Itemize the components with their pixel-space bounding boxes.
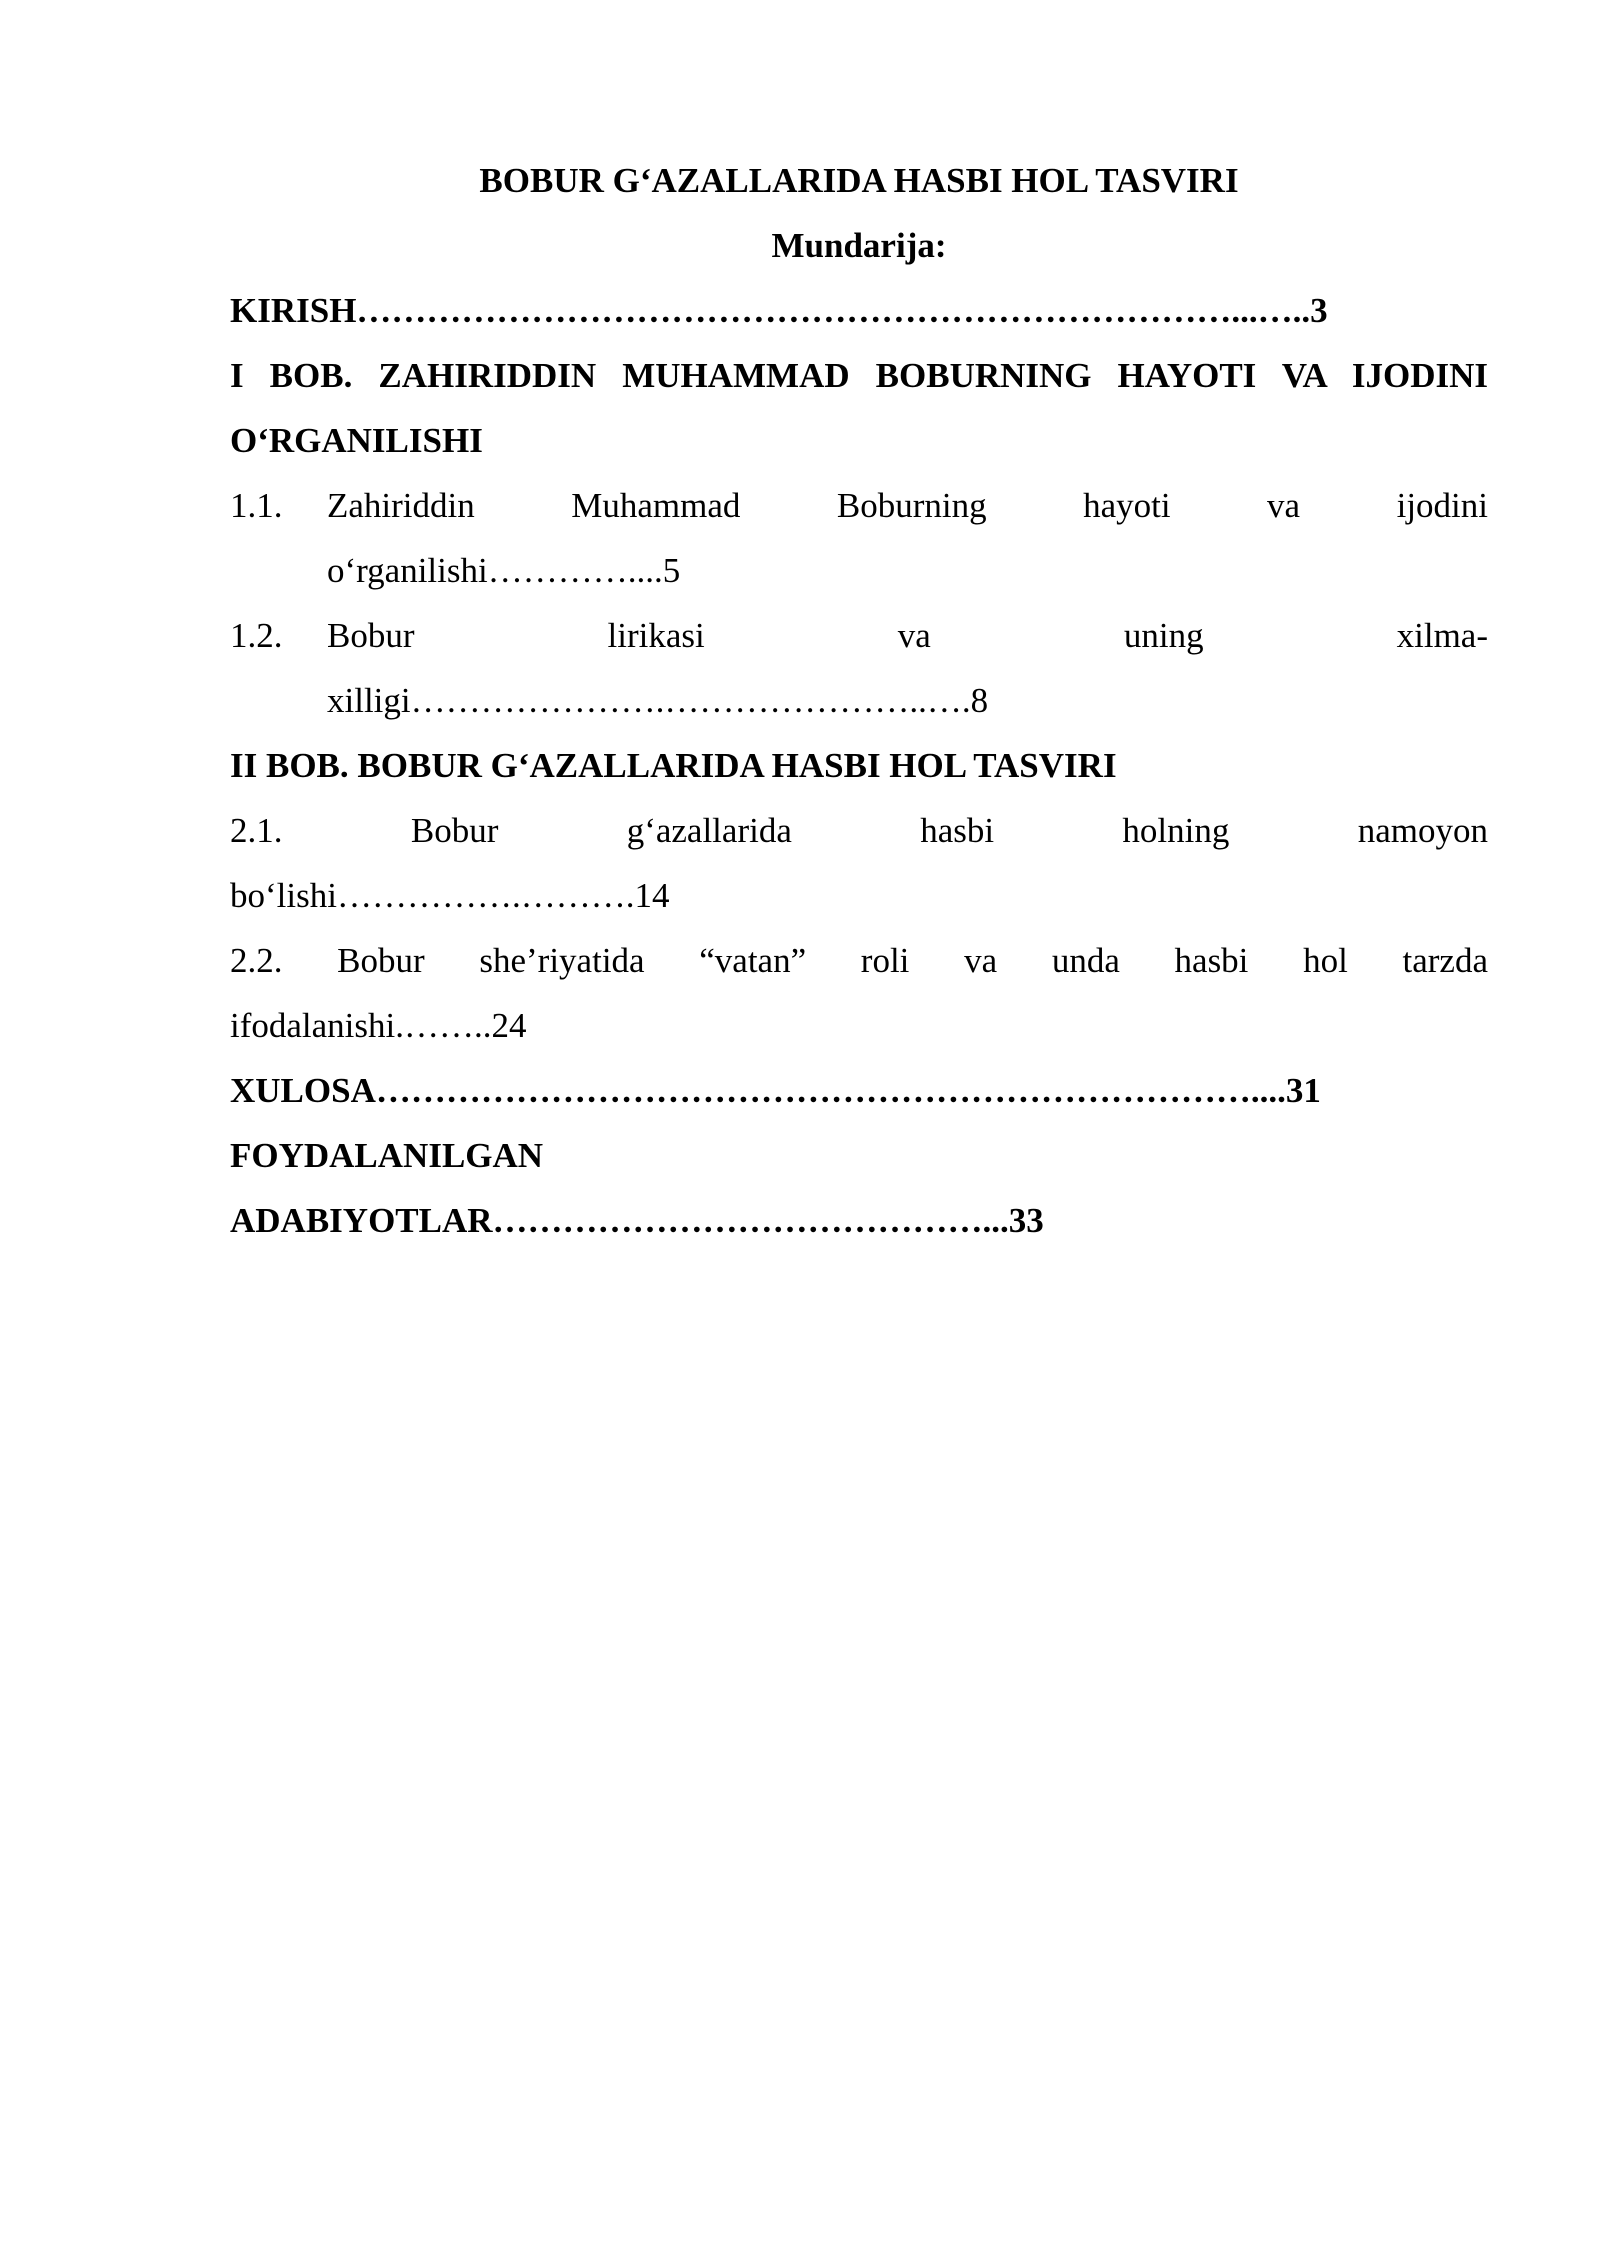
document-title: BOBUR G‘AZALLARIDA HASBI HOL TASVIRI [479, 161, 1239, 200]
section-title-continued: o‘rganilishi…………....5 [327, 551, 681, 590]
toc-entry-2-2-continued: ifodalanishi.……..24 [230, 1006, 527, 1045]
toc-entry-2-1: 2.1. Bobur g‘azallarida hasbi holning namoyon [230, 811, 1488, 850]
section-number: 1.1. [230, 486, 283, 525]
toc-entry-1-2 [230, 603, 1488, 733]
toc-chapter1-heading-continued: O‘RGANILISHI [230, 421, 483, 460]
toc-entry-xulosa: XULOSA…………………………………………………………………....31 [230, 1071, 1321, 1110]
toc-chapter2-heading: II BOB. BOBUR G‘AZALLARIDA HASBI HOL TASVIRI [230, 746, 1117, 785]
section-title-continued: xilligi………………….…………………..….8 [327, 681, 989, 720]
toc-entry-2-2: 2.2. Bobur she’riyatida “vatan” roli va unda hasbi hol tarzda [230, 941, 1488, 980]
section-title: Zahiriddin Muhammad Boburning hayoti va ijodini [327, 486, 1488, 525]
section-number: 1.2. [230, 616, 283, 655]
toc-entry-foydalanilgan: FOYDALANILGAN [230, 1136, 544, 1175]
toc-entry-adabiyotlar: ADABIYOTLAR……………………………………...33 [230, 1201, 1044, 1240]
section-title: Bobur lirikasi va uning xilma- [327, 616, 1488, 655]
toc-entry-1-1 [230, 473, 1488, 603]
table-of-contents [230, 148, 1488, 1253]
toc-entry-kirish: KIRISH…………………………………………………………………...…..3 [230, 291, 1328, 330]
toc-heading: Mundarija: [771, 226, 947, 265]
toc-entry-2-1-continued: bo‘lishi…………….……….14 [230, 876, 670, 915]
toc-chapter1-heading: I BOB. ZAHIRIDDIN MUHAMMAD BOBURNING HAYOTI VA IJODINI [230, 356, 1488, 395]
